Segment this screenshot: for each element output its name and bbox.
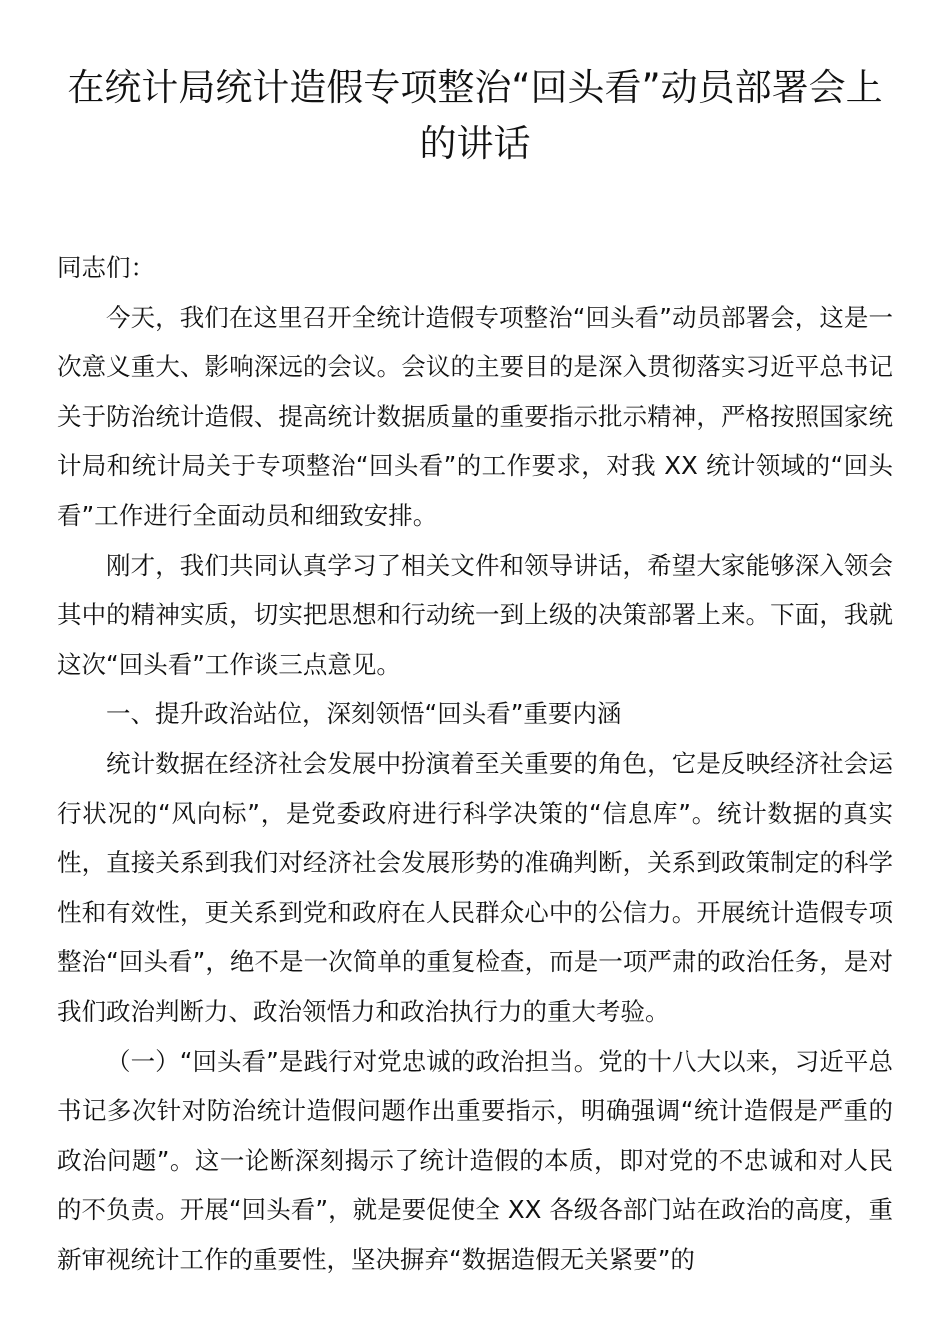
paragraph-section-1-body: 统计数据在经济社会发展中扮演着至关重要的角色，它是反映经济社会运行状况的“风向标”，是党委政府进行科学决策的“信息库”。统计数据的真实性，直接关系到我们对经济社会发展形势的准确判断，关系到政策制定的科学性和有效性，更关系到党和政府在人民群众心中的公信力。开展统计造假专项整治“回头看”，绝不是一次简单的重复检查，而是一项严肃的政治任务，是对我们政治判断力、政治领悟力和政治执行力的重大考验。	[57, 748, 893, 1026]
salutation: 同志们：	[57, 253, 155, 282]
paragraph-intro: 今天，我们在这里召开全统计造假专项整治“回头看”动员部署会，这是一次意义重大、影响深远的会议。会议的主要目的是深入贯彻落实习近平总书记关于防治统计造假、提高统计数据质量的重要指示批示精神，严格按照国家统计局和统计局关于专项整治“回头看”的工作要求，对我 XX 统计领域的“回头看”工作进行全面动员和细致安排。	[57, 302, 893, 530]
section-heading-1: 一、提升政治站位，深刻领悟“回头看”重要内涵	[106, 699, 622, 729]
paragraph-subsection-1: （一）“回头看”是践行对党忠诚的政治担当。党的十八大以来，习近平总书记多次针对防治统计造假问题作出重要指示，明确强调“统计造假是严重的政治问题”。这一论断深刻揭示了统计造假的本质，即对党的不忠诚和对人民的不负责。开展“回头看”，就是要促使全 XX 各级各部门站在政治的高度，重新审视统计工作的重要性，坚决摒弃“数据造假无关紧要”的	[57, 1046, 893, 1274]
document-title: 在统计局统计造假专项整治“回头看”动员部署会上的讲话	[67, 66, 883, 165]
paragraph-preface: 刚才，我们共同认真学习了相关文件和领导讲话，希望大家能够深入领会其中的精神实质，切实把思想和行动统一到上级的决策部署上来。下面，我就这次“回头看”工作谈三点意见。	[57, 550, 893, 679]
document-page	[57, 60, 893, 1284]
